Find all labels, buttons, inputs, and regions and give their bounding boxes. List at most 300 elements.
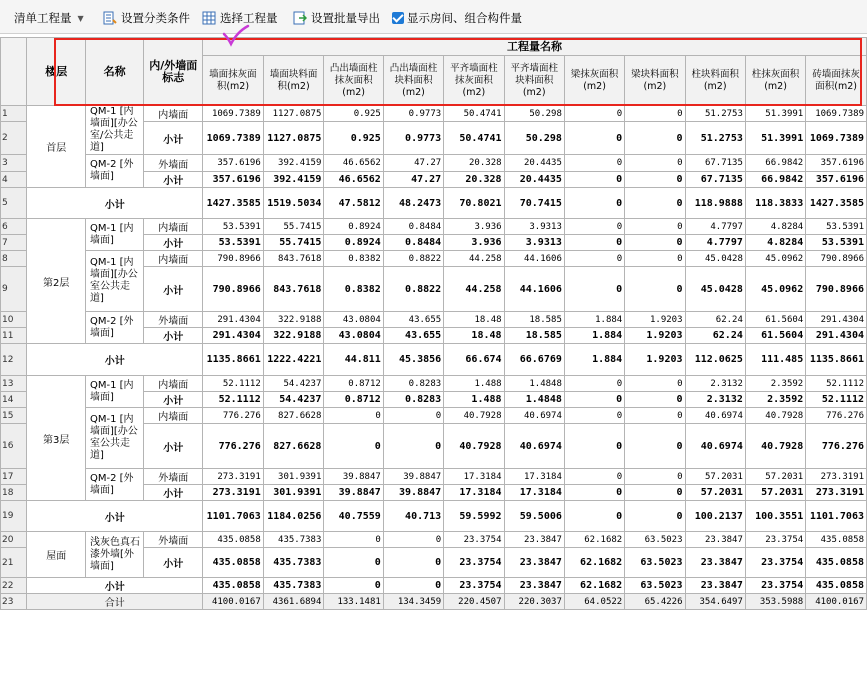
value-cell[interactable]: 45.0428: [685, 251, 745, 267]
value-cell[interactable]: 357.6196: [806, 155, 867, 172]
value-cell[interactable]: 1069.7389: [203, 122, 264, 155]
name-cell[interactable]: QM-1 [内墙面][办公室公共走道]: [86, 251, 144, 312]
header-col-1[interactable]: 墙面块料面积(m2): [263, 56, 324, 106]
value-cell[interactable]: 1184.0256: [263, 501, 324, 532]
value-cell[interactable]: 18.585: [504, 312, 564, 328]
value-cell[interactable]: 23.3754: [444, 578, 504, 594]
value-cell[interactable]: 0.925: [324, 106, 383, 122]
value-cell[interactable]: 0: [564, 106, 624, 122]
mode-select[interactable]: [14, 8, 84, 28]
batch-export-button[interactable]: 设置批量导出: [293, 8, 380, 28]
value-cell[interactable]: 61.5604: [745, 328, 805, 344]
value-cell[interactable]: 0: [625, 469, 685, 485]
value-cell[interactable]: 0: [564, 188, 624, 219]
value-cell[interactable]: 23.3847: [685, 548, 745, 578]
value-cell[interactable]: 357.6196: [806, 172, 867, 188]
value-cell[interactable]: 220.3037: [504, 594, 564, 610]
table-row[interactable]: [1, 469, 867, 485]
value-cell[interactable]: 0: [324, 548, 383, 578]
inout-cell[interactable]: 外墙面: [144, 155, 203, 172]
value-cell[interactable]: 4.7797: [685, 235, 745, 251]
table-row[interactable]: [1, 532, 867, 548]
value-cell[interactable]: 0.8924: [324, 235, 383, 251]
value-cell[interactable]: 39.8847: [383, 485, 443, 501]
value-cell[interactable]: 54.4237: [263, 376, 324, 392]
value-cell[interactable]: 0: [625, 188, 685, 219]
value-cell[interactable]: 59.5992: [444, 501, 504, 532]
value-cell[interactable]: 0: [625, 392, 685, 408]
value-cell[interactable]: 134.3459: [383, 594, 443, 610]
value-cell[interactable]: 1222.4221: [263, 344, 324, 376]
inout-cell[interactable]: 内墙面: [144, 408, 203, 424]
value-cell[interactable]: 40.713: [383, 501, 443, 532]
value-cell[interactable]: 0: [564, 376, 624, 392]
table-row[interactable]: [1, 251, 867, 267]
value-cell[interactable]: 0: [625, 267, 685, 312]
value-cell[interactable]: 301.9391: [263, 485, 324, 501]
value-cell[interactable]: 322.9188: [263, 312, 324, 328]
table-row[interactable]: [1, 106, 867, 122]
value-cell[interactable]: 0: [564, 408, 624, 424]
value-cell[interactable]: 53.5391: [806, 219, 867, 235]
value-cell[interactable]: 23.3754: [745, 532, 805, 548]
table-row[interactable]: [1, 344, 867, 376]
value-cell[interactable]: 0.8283: [383, 376, 443, 392]
value-cell[interactable]: 435.7383: [263, 548, 324, 578]
value-cell[interactable]: 40.7928: [444, 408, 504, 424]
value-cell[interactable]: 47.27: [383, 172, 443, 188]
value-cell[interactable]: 4100.0167: [203, 594, 264, 610]
value-cell[interactable]: 40.7928: [444, 424, 504, 469]
header-col-5[interactable]: 平齐墙面柱块料面积(m2): [504, 56, 564, 106]
value-cell[interactable]: 1.4848: [504, 392, 564, 408]
value-cell[interactable]: 47.27: [383, 155, 443, 172]
value-cell[interactable]: 0: [564, 219, 624, 235]
table-row[interactable]: [1, 219, 867, 235]
value-cell[interactable]: 23.3847: [504, 532, 564, 548]
value-cell[interactable]: 45.3856: [383, 344, 443, 376]
value-cell[interactable]: 44.1606: [504, 267, 564, 312]
value-cell[interactable]: 1127.0875: [263, 106, 324, 122]
table-row[interactable]: [1, 408, 867, 424]
value-cell[interactable]: 0.8382: [324, 251, 383, 267]
value-cell[interactable]: 827.6628: [263, 424, 324, 469]
value-cell[interactable]: 0: [564, 122, 624, 155]
value-cell[interactable]: 0: [564, 172, 624, 188]
value-cell[interactable]: 64.0522: [564, 594, 624, 610]
value-cell[interactable]: 0: [324, 408, 383, 424]
value-cell[interactable]: 301.9391: [263, 469, 324, 485]
value-cell[interactable]: 18.48: [444, 328, 504, 344]
value-cell[interactable]: 53.5391: [203, 219, 264, 235]
value-cell[interactable]: 57.2031: [685, 485, 745, 501]
value-cell[interactable]: 273.3191: [806, 469, 867, 485]
floor-cell[interactable]: 第3层: [27, 376, 86, 501]
value-cell[interactable]: 63.5023: [625, 532, 685, 548]
value-cell[interactable]: 0.8484: [383, 219, 443, 235]
value-cell[interactable]: 357.6196: [203, 155, 264, 172]
value-cell[interactable]: 0: [564, 485, 624, 501]
value-cell[interactable]: 392.4159: [263, 155, 324, 172]
value-cell[interactable]: 23.3754: [444, 532, 504, 548]
value-cell[interactable]: 0: [324, 532, 383, 548]
value-cell[interactable]: 1.884: [564, 312, 624, 328]
value-cell[interactable]: 0: [564, 392, 624, 408]
value-cell[interactable]: 39.8847: [383, 469, 443, 485]
value-cell[interactable]: 23.3754: [745, 548, 805, 578]
header-col-2[interactable]: 凸出墙面柱抹灰面积(m2): [324, 56, 383, 106]
value-cell[interactable]: 4.8284: [745, 235, 805, 251]
value-cell[interactable]: 0: [564, 267, 624, 312]
value-cell[interactable]: 827.6628: [263, 408, 324, 424]
value-cell[interactable]: 1.488: [444, 392, 504, 408]
value-cell[interactable]: 790.8966: [806, 251, 867, 267]
value-cell[interactable]: 0: [564, 501, 624, 532]
value-cell[interactable]: 0.8712: [324, 376, 383, 392]
value-cell[interactable]: 62.24: [685, 312, 745, 328]
value-cell[interactable]: 1069.7389: [806, 122, 867, 155]
value-cell[interactable]: 0.8484: [383, 235, 443, 251]
value-cell[interactable]: 44.811: [324, 344, 383, 376]
header-col-6[interactable]: 梁抹灰面积(m2): [564, 56, 624, 106]
value-cell[interactable]: 291.4304: [203, 312, 264, 328]
value-cell[interactable]: 0: [625, 501, 685, 532]
value-cell[interactable]: 392.4159: [263, 172, 324, 188]
header-floor[interactable]: 楼层: [27, 38, 86, 106]
value-cell[interactable]: 51.2753: [685, 106, 745, 122]
value-cell[interactable]: 353.5988: [745, 594, 805, 610]
value-cell[interactable]: 62.1682: [564, 548, 624, 578]
header-col-8[interactable]: 柱块料面积(m2): [685, 56, 745, 106]
value-cell[interactable]: 66.9842: [745, 155, 805, 172]
value-cell[interactable]: 273.3191: [203, 469, 264, 485]
value-cell[interactable]: 0: [564, 251, 624, 267]
header-inout[interactable]: 内/外墙面标志: [144, 38, 203, 106]
value-cell[interactable]: 4361.6894: [263, 594, 324, 610]
value-cell[interactable]: 273.3191: [806, 485, 867, 501]
value-cell[interactable]: 18.48: [444, 312, 504, 328]
value-cell[interactable]: 2.3132: [685, 376, 745, 392]
value-cell[interactable]: 52.1112: [203, 376, 264, 392]
value-cell[interactable]: 0: [625, 172, 685, 188]
value-cell[interactable]: 100.3551: [745, 501, 805, 532]
value-cell[interactable]: 0: [625, 251, 685, 267]
value-cell[interactable]: 45.0962: [745, 251, 805, 267]
value-cell[interactable]: 100.2137: [685, 501, 745, 532]
value-cell[interactable]: 0.8924: [324, 219, 383, 235]
value-cell[interactable]: 43.0804: [324, 328, 383, 344]
value-cell[interactable]: 1069.7389: [806, 106, 867, 122]
value-cell[interactable]: 322.9188: [263, 328, 324, 344]
value-cell[interactable]: 776.276: [203, 424, 264, 469]
value-cell[interactable]: 62.1682: [564, 532, 624, 548]
value-cell[interactable]: 51.2753: [685, 122, 745, 155]
value-cell[interactable]: 40.6974: [685, 408, 745, 424]
value-cell[interactable]: 435.0858: [806, 532, 867, 548]
value-cell[interactable]: 23.3754: [745, 578, 805, 594]
value-cell[interactable]: 1127.0875: [263, 122, 324, 155]
value-cell[interactable]: 0.8382: [324, 267, 383, 312]
value-cell[interactable]: 0: [625, 376, 685, 392]
value-cell[interactable]: 46.6562: [324, 155, 383, 172]
value-cell[interactable]: 40.7928: [745, 424, 805, 469]
value-cell[interactable]: 70.7415: [504, 188, 564, 219]
value-cell[interactable]: 59.5006: [504, 501, 564, 532]
value-cell[interactable]: 1.4848: [504, 376, 564, 392]
table-row[interactable]: [1, 155, 867, 172]
value-cell[interactable]: 63.5023: [625, 578, 685, 594]
value-cell[interactable]: 57.2031: [745, 485, 805, 501]
header-name[interactable]: 名称: [86, 38, 144, 106]
value-cell[interactable]: 0: [383, 532, 443, 548]
value-cell[interactable]: 0: [625, 408, 685, 424]
value-cell[interactable]: 354.6497: [685, 594, 745, 610]
inout-cell[interactable]: 内墙面: [144, 106, 203, 122]
value-cell[interactable]: 0: [324, 578, 383, 594]
value-cell[interactable]: 39.8847: [324, 469, 383, 485]
value-cell[interactable]: 70.8021: [444, 188, 504, 219]
value-cell[interactable]: 40.7559: [324, 501, 383, 532]
value-cell[interactable]: 776.276: [806, 424, 867, 469]
value-cell[interactable]: 0: [564, 235, 624, 251]
value-cell[interactable]: 118.3833: [745, 188, 805, 219]
value-cell[interactable]: 435.0858: [203, 578, 264, 594]
name-cell[interactable]: QM-2 [外墙面]: [86, 469, 144, 501]
value-cell[interactable]: 776.276: [806, 408, 867, 424]
value-cell[interactable]: 44.258: [444, 251, 504, 267]
value-cell[interactable]: 66.674: [444, 344, 504, 376]
value-cell[interactable]: 112.0625: [685, 344, 745, 376]
value-cell[interactable]: 1427.3585: [806, 188, 867, 219]
value-cell[interactable]: 1069.7389: [203, 106, 264, 122]
value-cell[interactable]: 776.276: [203, 408, 264, 424]
value-cell[interactable]: 273.3191: [203, 485, 264, 501]
value-cell[interactable]: 40.6974: [685, 424, 745, 469]
value-cell[interactable]: 2.3592: [745, 392, 805, 408]
value-cell[interactable]: 1.488: [444, 376, 504, 392]
header-col-3[interactable]: 凸出墙面柱块料面积(m2): [383, 56, 443, 106]
value-cell[interactable]: 51.3991: [745, 122, 805, 155]
value-cell[interactable]: 43.0804: [324, 312, 383, 328]
value-cell[interactable]: 57.2031: [745, 469, 805, 485]
value-cell[interactable]: 62.1682: [564, 578, 624, 594]
value-cell[interactable]: 435.0858: [806, 548, 867, 578]
floor-cell[interactable]: 第2层: [27, 219, 86, 344]
value-cell[interactable]: 50.298: [504, 106, 564, 122]
value-cell[interactable]: 1135.8661: [203, 344, 264, 376]
value-cell[interactable]: 1519.5034: [263, 188, 324, 219]
value-cell[interactable]: 17.3184: [504, 485, 564, 501]
value-cell[interactable]: 790.8966: [203, 267, 264, 312]
value-cell[interactable]: 67.7135: [685, 155, 745, 172]
value-cell[interactable]: 843.7618: [263, 267, 324, 312]
value-cell[interactable]: 843.7618: [263, 251, 324, 267]
value-cell[interactable]: 435.0858: [203, 532, 264, 548]
value-cell[interactable]: 790.8966: [806, 267, 867, 312]
value-cell[interactable]: 0.8822: [383, 251, 443, 267]
header-col-10[interactable]: 砖墙面抹灰面积(m2): [806, 56, 867, 106]
value-cell[interactable]: 0.9773: [383, 106, 443, 122]
value-cell[interactable]: 52.1112: [806, 392, 867, 408]
value-cell[interactable]: 47.5812: [324, 188, 383, 219]
inout-cell[interactable]: 外墙面: [144, 312, 203, 328]
value-cell[interactable]: 17.3184: [504, 469, 564, 485]
value-cell[interactable]: 435.0858: [203, 548, 264, 578]
table-row[interactable]: [1, 312, 867, 328]
value-cell[interactable]: 1.9203: [625, 312, 685, 328]
value-cell[interactable]: 65.4226: [625, 594, 685, 610]
value-cell[interactable]: 1135.8661: [806, 344, 867, 376]
value-cell[interactable]: 50.4741: [444, 106, 504, 122]
value-cell[interactable]: 40.6974: [504, 408, 564, 424]
value-cell[interactable]: 53.5391: [806, 235, 867, 251]
inout-cell[interactable]: 外墙面: [144, 532, 203, 548]
value-cell[interactable]: 790.8966: [203, 251, 264, 267]
value-cell[interactable]: 1101.7063: [203, 501, 264, 532]
value-cell[interactable]: 51.3991: [745, 106, 805, 122]
value-cell[interactable]: 0.8283: [383, 392, 443, 408]
value-cell[interactable]: 55.7415: [263, 219, 324, 235]
header-col-9[interactable]: 柱抹灰面积(m2): [745, 56, 805, 106]
value-cell[interactable]: 23.3847: [685, 532, 745, 548]
value-cell[interactable]: 1.884: [564, 328, 624, 344]
value-cell[interactable]: 1.884: [564, 344, 624, 376]
value-cell[interactable]: 0: [625, 122, 685, 155]
value-cell[interactable]: 0.8712: [324, 392, 383, 408]
value-cell[interactable]: 23.3847: [685, 578, 745, 594]
value-cell[interactable]: 0: [625, 235, 685, 251]
value-cell[interactable]: 50.4741: [444, 122, 504, 155]
value-cell[interactable]: 357.6196: [203, 172, 264, 188]
value-cell[interactable]: 3.9313: [504, 219, 564, 235]
value-cell[interactable]: 20.328: [444, 172, 504, 188]
value-cell[interactable]: 20.328: [444, 155, 504, 172]
name-cell[interactable]: QM-2 [外墙面]: [86, 312, 144, 344]
value-cell[interactable]: 0: [324, 424, 383, 469]
value-cell[interactable]: 23.3847: [504, 578, 564, 594]
value-cell[interactable]: 67.7135: [685, 172, 745, 188]
inout-cell[interactable]: 外墙面: [144, 469, 203, 485]
value-cell[interactable]: 20.4435: [504, 155, 564, 172]
inout-cell[interactable]: 内墙面: [144, 219, 203, 235]
value-cell[interactable]: 3.936: [444, 219, 504, 235]
value-cell[interactable]: 291.4304: [806, 312, 867, 328]
value-cell[interactable]: 0: [625, 219, 685, 235]
value-cell[interactable]: 23.3847: [504, 548, 564, 578]
value-cell[interactable]: 40.7928: [745, 408, 805, 424]
value-cell[interactable]: 45.0428: [685, 267, 745, 312]
value-cell[interactable]: 46.6562: [324, 172, 383, 188]
value-cell[interactable]: 54.4237: [263, 392, 324, 408]
value-cell[interactable]: 4.7797: [685, 219, 745, 235]
table-row[interactable]: [1, 501, 867, 532]
value-cell[interactable]: 43.655: [383, 328, 443, 344]
value-cell[interactable]: 0: [383, 548, 443, 578]
value-cell[interactable]: 40.6974: [504, 424, 564, 469]
table-row[interactable]: [1, 578, 867, 594]
table-row[interactable]: [1, 188, 867, 219]
value-cell[interactable]: 0.925: [324, 122, 383, 155]
value-cell[interactable]: 4100.0167: [806, 594, 867, 610]
value-cell[interactable]: 3.936: [444, 235, 504, 251]
value-cell[interactable]: 0: [383, 578, 443, 594]
select-quantity-button[interactable]: 选择工程量: [202, 8, 278, 28]
value-cell[interactable]: 53.5391: [203, 235, 264, 251]
value-cell[interactable]: 0: [564, 155, 624, 172]
value-cell[interactable]: 291.4304: [806, 328, 867, 344]
value-cell[interactable]: 50.298: [504, 122, 564, 155]
value-cell[interactable]: 291.4304: [203, 328, 264, 344]
value-cell[interactable]: 55.7415: [263, 235, 324, 251]
value-cell[interactable]: 435.0858: [806, 578, 867, 594]
value-cell[interactable]: 23.3754: [444, 548, 504, 578]
name-cell[interactable]: QM-1 [内墙面][办公室/公共走道]: [86, 106, 144, 155]
value-cell[interactable]: 66.9842: [745, 172, 805, 188]
show-rooms-checkbox[interactable]: 显示房间、组合构件量: [392, 8, 522, 28]
value-cell[interactable]: 2.3592: [745, 376, 805, 392]
table-row[interactable]: [1, 594, 867, 610]
value-cell[interactable]: 1.9203: [625, 328, 685, 344]
value-cell[interactable]: 111.485: [745, 344, 805, 376]
name-cell[interactable]: QM-1 [内墙面]: [86, 219, 144, 251]
value-cell[interactable]: 39.8847: [324, 485, 383, 501]
value-cell[interactable]: 0: [564, 424, 624, 469]
value-cell[interactable]: 18.585: [504, 328, 564, 344]
value-cell[interactable]: 17.3184: [444, 469, 504, 485]
table-row[interactable]: [1, 376, 867, 392]
value-cell[interactable]: 52.1112: [806, 376, 867, 392]
value-cell[interactable]: 43.655: [383, 312, 443, 328]
value-cell[interactable]: 0: [383, 408, 443, 424]
value-cell[interactable]: 61.5604: [745, 312, 805, 328]
classify-button[interactable]: 设置分类条件: [103, 8, 190, 28]
value-cell[interactable]: 0: [564, 469, 624, 485]
floor-cell[interactable]: 屋面: [27, 532, 86, 578]
value-cell[interactable]: 45.0962: [745, 267, 805, 312]
value-cell[interactable]: 1101.7063: [806, 501, 867, 532]
value-cell[interactable]: 44.1606: [504, 251, 564, 267]
value-cell[interactable]: 220.4507: [444, 594, 504, 610]
value-cell[interactable]: 1427.3585: [203, 188, 264, 219]
value-cell[interactable]: 0: [625, 106, 685, 122]
value-cell[interactable]: 4.8284: [745, 219, 805, 235]
value-cell[interactable]: 0: [383, 424, 443, 469]
value-cell[interactable]: 0: [625, 155, 685, 172]
name-cell[interactable]: QM-2 [外墙面]: [86, 155, 144, 188]
value-cell[interactable]: 57.2031: [685, 469, 745, 485]
value-cell[interactable]: 17.3184: [444, 485, 504, 501]
value-cell[interactable]: 3.9313: [504, 235, 564, 251]
value-cell[interactable]: 0.9773: [383, 122, 443, 155]
name-cell[interactable]: 浅灰色真石漆外墙[外墙面]: [86, 532, 144, 578]
value-cell[interactable]: 435.7383: [263, 532, 324, 548]
value-cell[interactable]: 133.1481: [324, 594, 383, 610]
value-cell[interactable]: 0: [625, 485, 685, 501]
inout-cell[interactable]: 内墙面: [144, 376, 203, 392]
value-cell[interactable]: 435.7383: [263, 578, 324, 594]
value-cell[interactable]: 0: [625, 424, 685, 469]
value-cell[interactable]: 2.3132: [685, 392, 745, 408]
floor-cell[interactable]: 首层: [27, 106, 86, 188]
value-cell[interactable]: 52.1112: [203, 392, 264, 408]
inout-cell[interactable]: 内墙面: [144, 251, 203, 267]
value-cell[interactable]: 62.24: [685, 328, 745, 344]
value-cell[interactable]: 118.9888: [685, 188, 745, 219]
value-cell[interactable]: 44.258: [444, 267, 504, 312]
value-cell[interactable]: 1.9203: [625, 344, 685, 376]
value-cell[interactable]: 0.8822: [383, 267, 443, 312]
name-cell[interactable]: QM-1 [内墙面][办公室公共走道]: [86, 408, 144, 469]
